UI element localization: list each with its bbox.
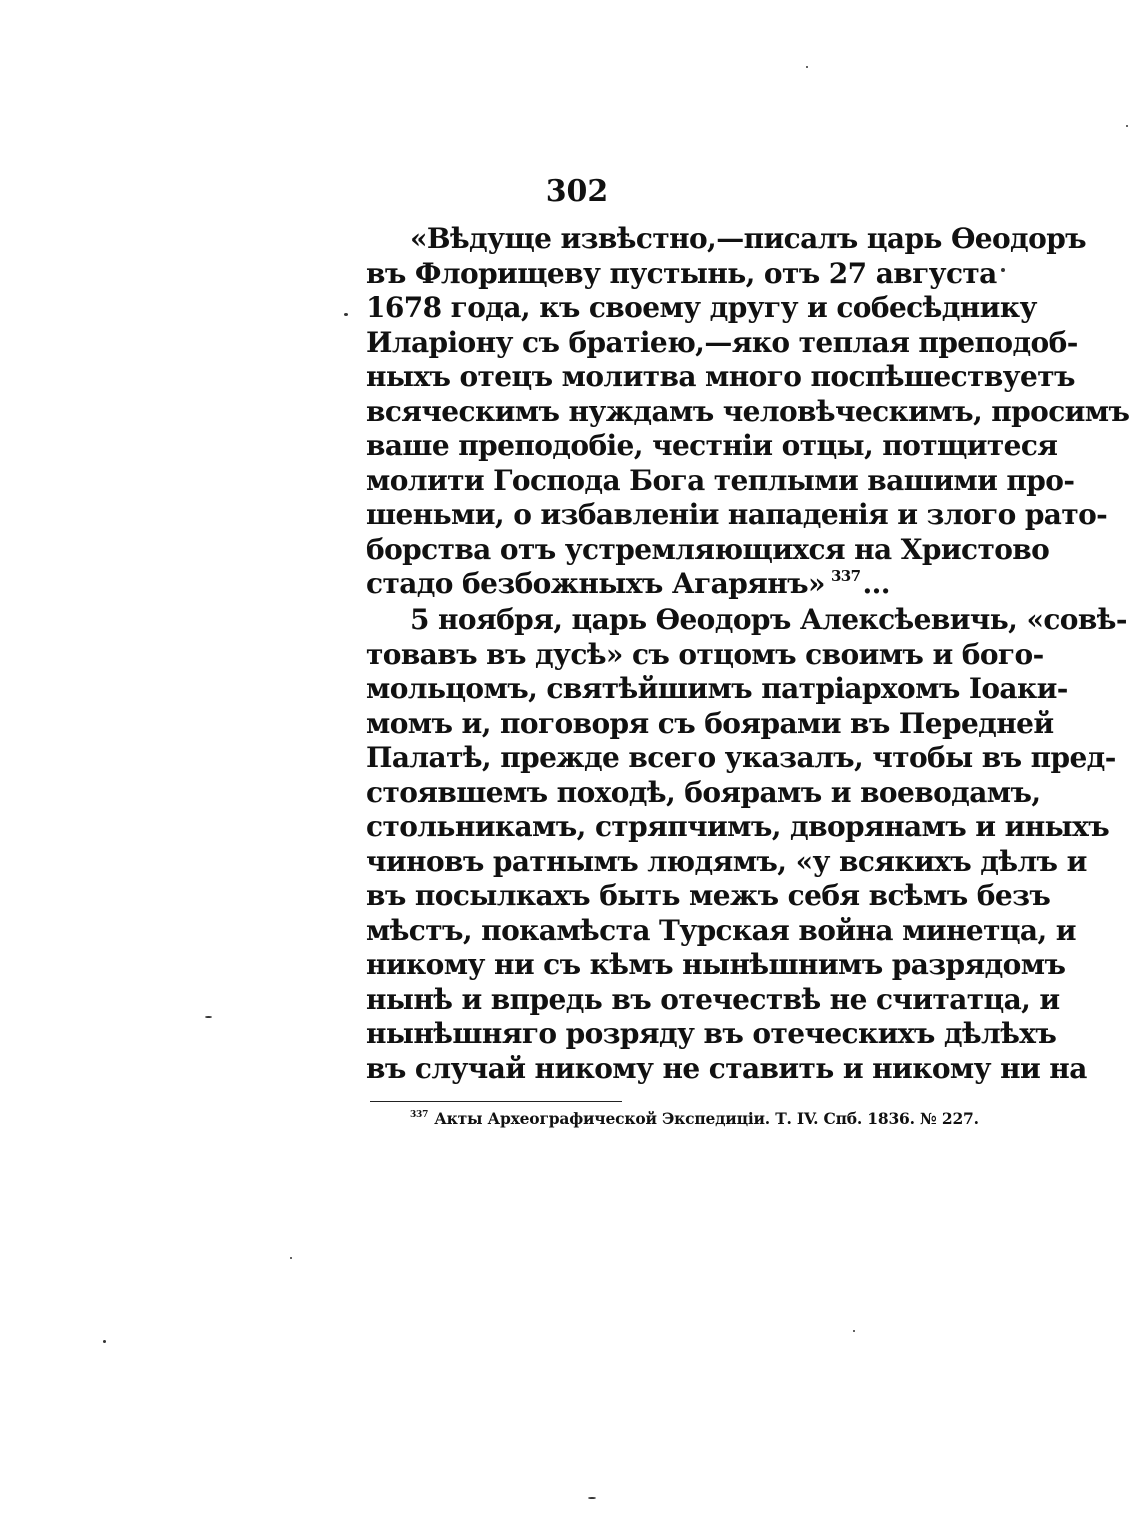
text-line: чиновъ ратнымъ людямъ, «у всякихъ дѣлъ и [366, 844, 1087, 878]
text-line: момъ и, поговоря съ боярами въ Передней [366, 706, 1054, 740]
paragraph-2 [366, 603, 1127, 1086]
text-line: товавъ въ дусѣ» съ отцомъ своимъ и бого- [366, 637, 1044, 671]
footnote-text: Акты Археографической Экспедиціи. Т. IV. Спб. 1836. № 227. [434, 1109, 979, 1128]
footnote-number: 337 [410, 1110, 429, 1120]
text-line: Иларіону съ братіею,—яко теплая преподоб- [366, 325, 1078, 359]
scan-speck [103, 1340, 106, 1343]
text-line: «Вѣдуще извѣстно,—писалъ царь Ѳеодоръ [410, 222, 1087, 255]
scan-speck [853, 1330, 855, 1332]
text-line: въ посылкахъ быть межъ себя всѣмъ безъ [366, 879, 1051, 912]
text-line: всяческимъ нуждамъ человѣческимъ, просимъ [366, 394, 1130, 428]
text-line: шеньми, о избавленіи нападенія и злого рато- [366, 498, 1108, 531]
text-line: Палатѣ, прежде всего указалъ, чтобы въ пред- [366, 741, 1116, 774]
ellipsis: ... [862, 567, 890, 600]
page-number: 302 [545, 174, 609, 209]
text-line: 1678 года, къ своему другу и собесѣднику [366, 291, 1037, 324]
scan-speck [1001, 268, 1005, 272]
text-line: молити Господа Бога теплыми вашими про- [366, 463, 1075, 497]
footnote-divider [370, 1101, 622, 1102]
scan-speck [588, 1497, 596, 1499]
text-line: мѣстъ, покамѣста Турская война минетца, и [366, 913, 1076, 947]
text-line: мольцомъ, святѣйшимъ патріархомъ Іоаки- [366, 672, 1068, 705]
scan-speck [806, 66, 808, 68]
text-line: 5 ноября, царь Ѳеодоръ Алексѣевичь, «совѣ- [410, 603, 1127, 636]
paragraph-1 [366, 222, 1130, 602]
text-line: въ случай никому не ставить и никому ни на [366, 1051, 1087, 1085]
text-line-last [366, 567, 946, 602]
text-line: стоявшемъ походѣ, боярамъ и воеводамъ, [366, 775, 1041, 809]
scan-speck [290, 1257, 292, 1259]
text-line: нынѣ и впредь въ отечествѣ не считатца, и [366, 982, 1060, 1016]
footnote-reference[interactable]: 337 [830, 567, 861, 585]
text-line: стольникамъ, стряпчимъ, дворянамъ и иныхъ [366, 810, 1110, 843]
last-line-text: стадо безбожныхъ Агарянъ» [366, 567, 825, 600]
scan-speck [205, 1016, 212, 1018]
scan-speck [1126, 125, 1128, 127]
text-line: никому ни съ кѣмъ нынѣшнимъ разрядомъ [366, 948, 1066, 981]
text-line: въ Флорищеву пустынь, отъ 27 августа [366, 256, 997, 290]
text-line: борства отъ устремляющихся на Христово [366, 532, 1050, 566]
scan-speck [344, 313, 348, 316]
footnote [410, 1108, 979, 1130]
text-line: ныхъ отецъ молитва много поспѣшествуетъ [366, 360, 1075, 393]
text-line: ваше преподобіе, честніи отцы, потщитеся [366, 429, 1058, 462]
text-line: нынѣшняго розряду въ отеческихъ дѣлѣхъ [366, 1017, 1057, 1050]
